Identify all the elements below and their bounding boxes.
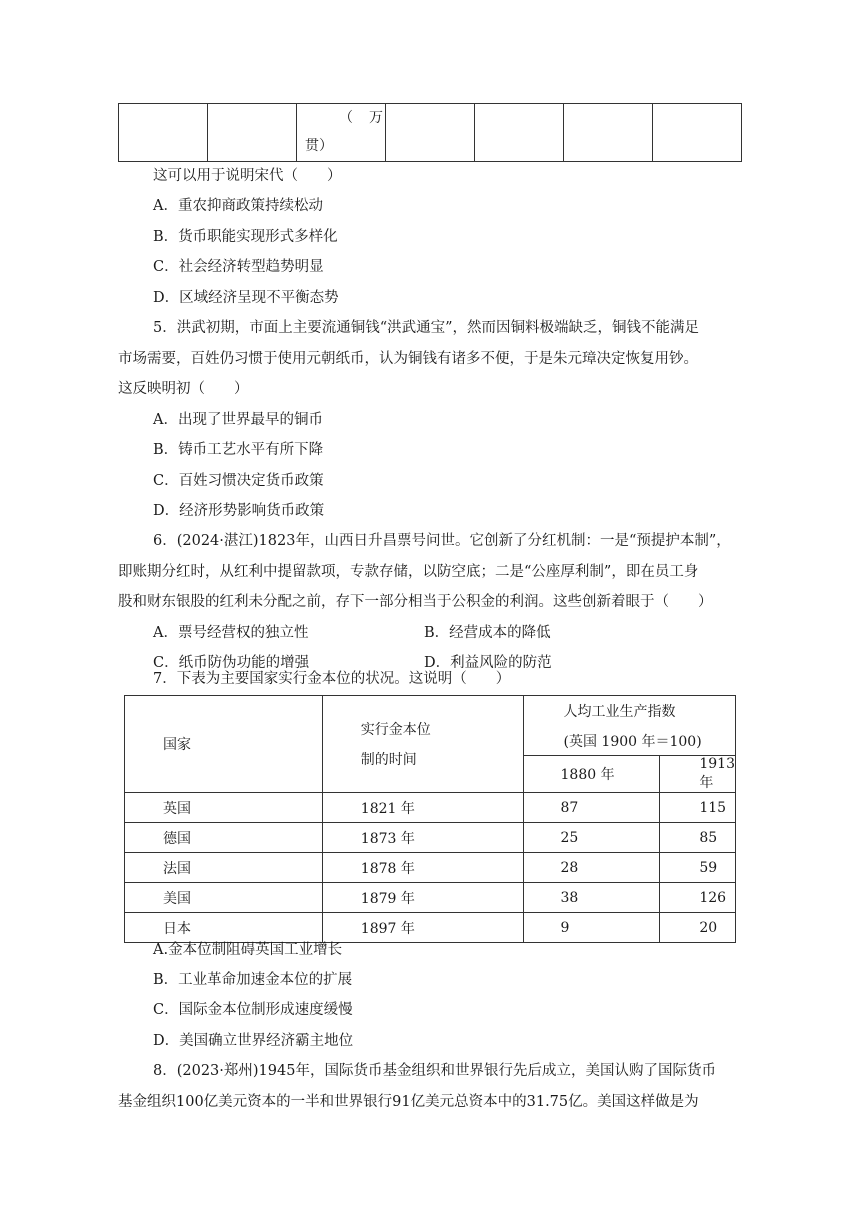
q5-option-a[interactable]: A．出现了世界最早的铜币 — [153, 412, 323, 428]
unit-text: 贯） — [305, 138, 333, 154]
q5-option-b[interactable]: B．铸币工艺水平有所下降 — [153, 442, 324, 458]
unit-text: 万 — [369, 110, 383, 126]
cell-time: 1879 年 — [322, 883, 523, 913]
cell-1880: 38 — [523, 883, 660, 913]
header-index-line2: (英国 1900 年＝100) — [563, 733, 702, 750]
table-row — [125, 883, 736, 913]
header-country: 国家 — [125, 696, 323, 793]
q4-option-b[interactable]: B．货币职能实现形式多样化 — [153, 229, 338, 245]
q6-line-3: 股和财东银股的红利未分配之前，存下一部分相当于公积金的利润。这些创新着眼于（ ） — [118, 594, 713, 610]
table-cell — [386, 104, 475, 162]
cell-time: 1873 年 — [322, 823, 523, 853]
q7-option-b[interactable]: B．工业革命加速金本位的扩展 — [153, 972, 353, 988]
table-cell — [564, 104, 653, 162]
q6-option-a[interactable]: A．票号经营权的独立性 — [153, 625, 309, 641]
table-row — [125, 793, 736, 823]
q5-option-d[interactable]: D．经济形势影响货币政策 — [153, 503, 325, 519]
cell-time: 1821 年 — [322, 793, 523, 823]
q6-line-1: 6．(2024·湛江)1823年，山西日升昌票号问世。它创新了分红机制：一是“预提护本制”， — [153, 533, 731, 549]
q8-line-2: 基金组织100亿美元资本的一半和世界银行91亿美元总资本中的31.75亿。美国这样做是为 — [118, 1094, 699, 1110]
unit-text: （ — [339, 110, 353, 126]
cell-time: 1878 年 — [322, 853, 523, 883]
q5-line-3: 这反映明初（ ） — [118, 381, 249, 397]
q4-option-a[interactable]: A．重农抑商政策持续松动 — [153, 198, 323, 214]
q6-option-b[interactable]: B．经营成本的降低 — [424, 625, 551, 641]
header-adoption-time — [322, 696, 523, 793]
q6-line-2: 即账期分红时，从红利中提留款项，专款存储，以防空底；二是“公座厚利制”，即在员工身 — [118, 564, 699, 580]
q8-line-1: 8．(2023·郑州)1945年，国际货币基金组织和世界银行先后成立，美国认购了国际货币 — [153, 1063, 716, 1079]
cell-1913: 59 — [660, 853, 736, 883]
previous-table-fragment — [118, 103, 742, 162]
cell-1913: 115 — [660, 793, 736, 823]
cell-1913: 85 — [660, 823, 736, 853]
gold-standard-table — [124, 695, 736, 943]
table-cell — [653, 104, 742, 162]
cell-1913: 126 — [660, 883, 736, 913]
q7-option-d[interactable]: D．美国确立世界经济霸主地位 — [153, 1033, 354, 1049]
q7-option-a[interactable]: A.金本位制阻碍英国工业增长 — [153, 942, 343, 958]
q4-option-c[interactable]: C．社会经济转型趋势明显 — [153, 259, 324, 275]
q5-line-2: 市场需要，百姓仍习惯于使用元朝纸币，认为铜钱有诸多不便，于是朱元璋决定恢复用钞。 — [118, 351, 698, 367]
cell-country: 法国 — [125, 853, 323, 883]
header-1913: 1913 年 — [660, 756, 736, 793]
cell-1880: 87 — [523, 793, 660, 823]
q6-option-c[interactable]: C．纸币防伪功能的增强 — [153, 655, 310, 671]
q7-option-c[interactable]: C．国际金本位制形成速度缓慢 — [153, 1002, 353, 1018]
header-1880: 1880 年 — [523, 756, 660, 793]
header-index — [523, 696, 736, 756]
header-adoption-time-line1: 实行金本位 — [360, 722, 431, 738]
q4-option-d[interactable]: D．区域经济呈现不平衡态势 — [153, 290, 339, 306]
q6-option-d[interactable]: D．利益风险的防范 — [424, 655, 552, 671]
cell-1913: 20 — [660, 913, 736, 943]
cell-1880: 25 — [523, 823, 660, 853]
table-row — [125, 853, 736, 883]
q7-stem: 7．下表为主要国家实行金本位的状况。这说明（ ） — [153, 671, 511, 687]
cell-1880: 28 — [523, 853, 660, 883]
q5-line-1: 5．洪武初期，市面上主要流通铜钱“洪武通宝”，然而因铜料极端缺乏，铜钱不能满足 — [153, 320, 700, 336]
table-cell-unit — [297, 104, 386, 162]
header-index-line1: 人均工业生产指数 — [563, 703, 676, 720]
table-cell — [208, 104, 297, 162]
cell-country: 英国 — [125, 793, 323, 823]
table-cell — [475, 104, 564, 162]
cell-1880: 9 — [523, 913, 660, 943]
cell-country: 日本 — [125, 913, 323, 943]
table-row — [125, 823, 736, 853]
cell-time: 1897 年 — [322, 913, 523, 943]
cell-country: 德国 — [125, 823, 323, 853]
q4-stem: 这可以用于说明宋代（ ） — [153, 168, 342, 184]
header-adoption-time-line2: 制的时间 — [360, 752, 417, 768]
q5-option-c[interactable]: C．百姓习惯决定货币政策 — [153, 473, 324, 489]
table-cell — [119, 104, 208, 162]
cell-country: 美国 — [125, 883, 323, 913]
